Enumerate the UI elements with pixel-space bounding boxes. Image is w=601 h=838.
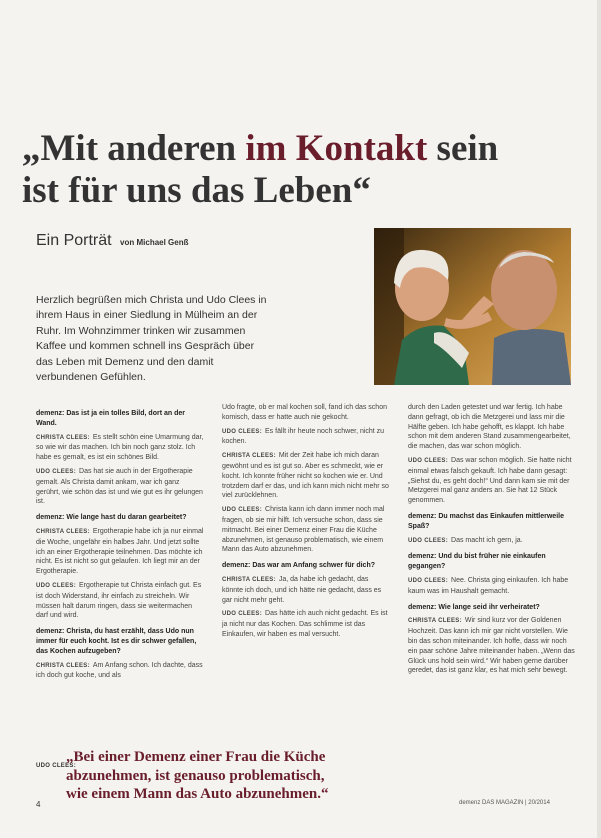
answer-text: Mit der Zeit habe ich mich daran gewöhnt und es ist gut so. Aber es schmeckt, wie er kocht. Ich konnte früher nicht so kochen wie er. Und trotzdem darf er das, und ich kann mich nicht mehr so viel zurücklehnen. <box>222 452 389 500</box>
answer-text: Christa kann ich dann immer noch mal fragen, ob sie mir hilft. Ich versuche schon, dass sie mitmacht. Bei einer Demenz einer Frau die Küche abzunehmen, ist genauso problematisch, wie einem Mann das Auto abzunehmen. <box>222 506 385 554</box>
title-line-2: ist für uns das Leben“ <box>22 170 371 211</box>
intro-paragraph: Herzlich begrüßen mich Christa und Udo Clees in ihrem Haus in einer Siedlung in Mülheim an der Ruhr. Im Wohnzimmer trinken wir zusammen Kaffee und kommen schnell ins Gespräch über das Leben mit Demenz und den damit verbundenen Gefühlen. <box>36 294 267 384</box>
pull-quote-line: wie einem Mann das Auto abzunehmen.“ <box>66 786 329 802</box>
answer-text: Nee. Christa ging einkaufen. Ich habe kaum was im Haushalt gemacht. <box>408 576 569 595</box>
answer <box>408 576 577 597</box>
question: demenz: Wie lange hast du daran gearbeitet? <box>36 514 187 522</box>
speaker: CHRISTA CLEES: <box>36 662 90 669</box>
question: demenz: Das war am Anfang schwer für dich? <box>222 562 375 570</box>
page-edge <box>597 0 601 838</box>
answer-text: Ergotherapie habe ich ja nur einmal die Woche, ungefähr ein halbes Jahr. Und jetzt sollte ich an einer Ergotherapie teilnehmen. Das möchte ich nicht. Es ist nicht so gut gelaufen. Ich liegt mir an der Ergotherapie. <box>36 527 204 576</box>
answer <box>408 536 577 547</box>
speaker: UDO CLEES: <box>408 457 449 464</box>
question: demenz: Du machst das Einkaufen mittlerweile Spaß? <box>408 512 564 530</box>
text-column-2 <box>222 403 391 644</box>
title-part-1: „Mit anderen <box>22 128 246 169</box>
byline <box>36 232 189 250</box>
answer-text: Am Anfang schon. Ich dachte, dass ich doch gut koche, und als <box>36 661 203 680</box>
answer-text: Das war schon möglich. Sie hatte nicht einmal etwas falsch gekauft. Ich habe dann gesagt: „Siehst du, es geht doch!“ Und dann kam sie mit der Metzgerei mal ganz anders an. Sie hat 12 Stück genommen. <box>408 456 572 505</box>
pull-quote-line: abzunehmen, ist genauso problematisch, <box>66 767 325 784</box>
answer: durch den Laden getestet und war fertig. Ich habe dann gefragt, ob ich die Metzgerei und lass mir die Hälfte geben. Ich habe gehofft, es klappt. Ich habe schon mit dem anderen Stand zusammengearbeitet, die machen, das war schon möglich. <box>408 404 571 451</box>
answer-text: Das macht ich gern, ja. <box>451 536 523 544</box>
answer-text: Ergotherapie tut Christa einfach gut. Es ist doch Widerstand, ihr einfach zu streicheln. Wir müssen halt darum ringen, dass sie weitermachen darf und wird. <box>36 581 202 620</box>
footer-publication: demenz DAS MAGAZIN | 20/2014 <box>459 800 550 806</box>
question: demenz: Das ist ja ein tolles Bild, dort an der Wand. <box>36 410 185 427</box>
speaker: CHRISTA CLEES: <box>222 576 276 583</box>
answer <box>408 456 577 506</box>
answer <box>36 467 205 507</box>
answer-text: Ja, da habe ich gedacht, das könnte ich doch, und ich hätte nie gedacht, dass es gar nicht mehr geht. <box>222 575 382 604</box>
page-number: 4 <box>36 800 41 809</box>
answer <box>36 433 205 463</box>
speaker: CHRISTA CLEES: <box>36 434 90 441</box>
speaker: UDO CLEES: <box>222 507 263 514</box>
answer <box>36 527 205 577</box>
answer-text: Es stellt schön eine Umarmung dar, so wie wir das machen. Ich bin noch ganz stolz. Ich habe es gemalt, es ist ein schönes Bild. <box>36 433 204 462</box>
pull-quote-speaker: UDO CLEES: <box>36 763 77 769</box>
answer-text: Das hätte ich auch nicht gedacht. Es ist ja nicht nur das Kochen. Das schlimme ist das Einkaufen, wir haben es mal versucht. <box>222 610 388 638</box>
text-column-1 <box>36 403 205 685</box>
article-title <box>22 128 562 212</box>
answer <box>222 427 391 448</box>
speaker: CHRISTA CLEES: <box>222 453 276 460</box>
answer <box>222 609 391 639</box>
speaker: UDO CLEES: <box>36 582 77 589</box>
answer <box>408 616 577 676</box>
title-part-3: sein <box>427 128 499 169</box>
couple-photo <box>374 228 571 385</box>
speaker: UDO CLEES: <box>222 611 263 618</box>
speaker: UDO CLEES: <box>222 428 263 435</box>
pull-quote-line: „Bei einer Demenz einer Frau die Küche <box>66 749 326 765</box>
speaker: CHRISTA CLEES: <box>36 528 90 535</box>
speaker: CHRISTA CLEES: <box>408 618 462 625</box>
answer <box>222 451 391 501</box>
question: demenz: Und du bist früher nie einkaufen gegangen? <box>408 553 546 571</box>
speaker: UDO CLEES: <box>36 468 77 475</box>
text-column-3 <box>408 403 577 680</box>
answer-text: Es fällt ihr heute noch schwer, nicht zu kochen. <box>222 427 385 446</box>
byline-author: von Michael Genß <box>120 238 189 247</box>
byline-kind: Ein Porträt <box>36 232 112 249</box>
answer: Udo fragte, ob er mal kochen soll, fand ich das schon komisch, dass er hatte auch nie gekocht. <box>222 404 387 421</box>
answer <box>36 661 205 682</box>
answer <box>222 505 391 555</box>
answer-text: Das hat sie auch in der Ergotherapie gemalt. Als Christa damit ankam, war ich ganz gerührt, wie schön das ist und wie gut es ihr gelungen ist. <box>36 467 203 506</box>
answer <box>222 575 391 605</box>
question: demenz: Wie lange seid ihr verheiratet? <box>408 603 540 611</box>
title-highlight: im Kontakt <box>245 128 428 169</box>
speaker: UDO CLEES: <box>408 577 449 584</box>
speaker: UDO CLEES: <box>408 537 449 544</box>
question: demenz: Christa, du hast erzählt, dass Udo nun immer für euch kocht. Ist es dir schwer gefallen, das Kochen aufzugeben? <box>36 628 197 655</box>
answer <box>36 581 205 621</box>
answer-text: Wir sind kurz vor der Goldenen Hochzeit. Das kann ich mir gar nicht vorstellen. Wie bin das schon miteinander. Ich hoffe, dass wir noch ein paar schöne Jahre miteinander haben. „Wenn das Glück uns hold sein wird.“ Wir haben gerne darüber geredet, das ist ganz klar, es hat mich sehr bewegt. <box>408 617 575 675</box>
pull-quote-text <box>66 748 329 804</box>
